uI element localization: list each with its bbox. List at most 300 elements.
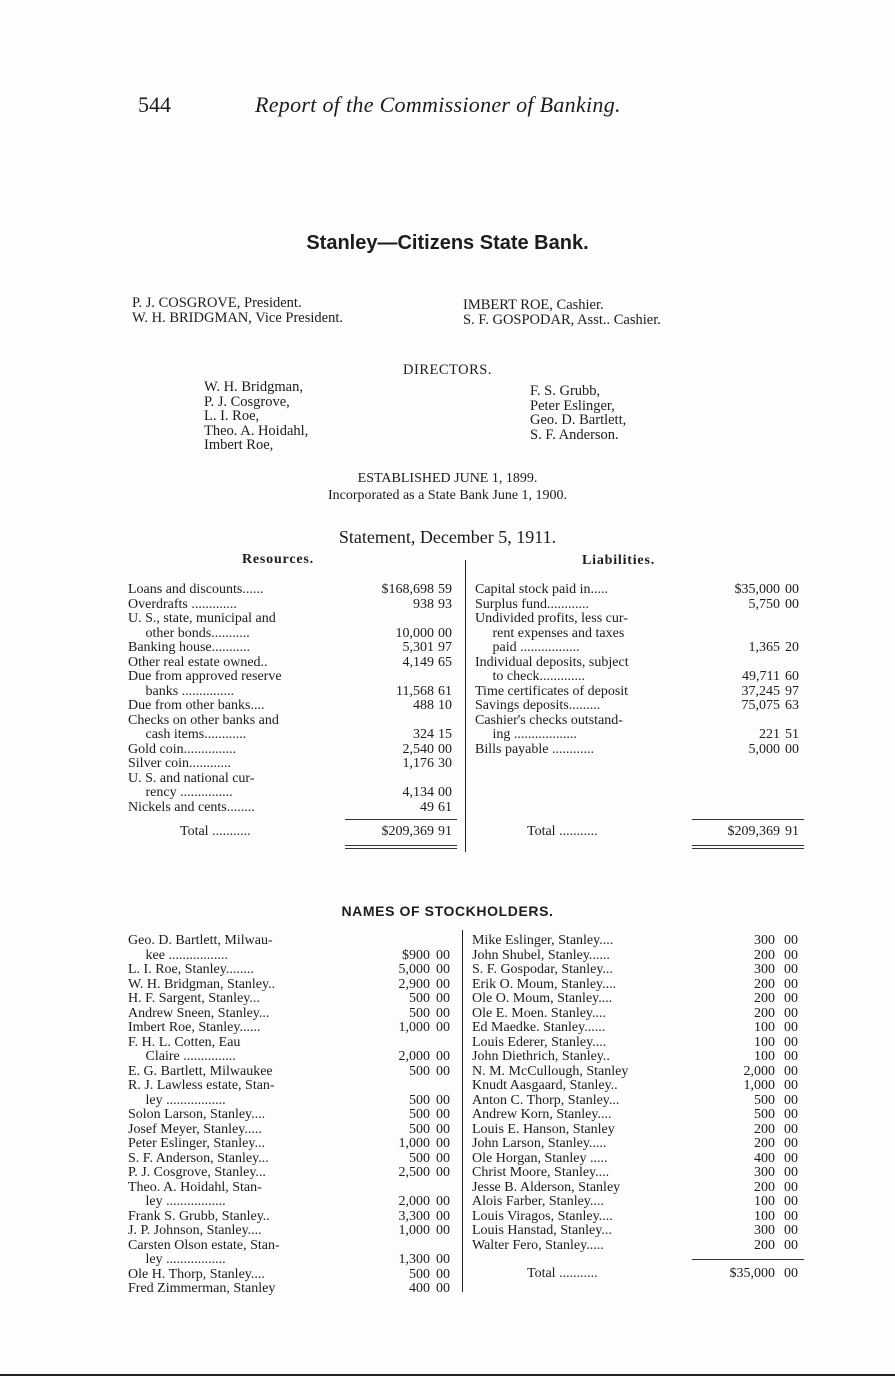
liability-row-cents: 20 — [785, 640, 799, 655]
liabilities-total-row-dollars: $209,369 — [727, 824, 780, 839]
stockholder-row-label: Geo. D. Bartlett, Milwau- — [128, 933, 273, 948]
officer-cashier: IMBERT ROE, Cashier. — [463, 297, 604, 313]
liability-row-cents: 00 — [785, 582, 799, 597]
stockholder-row-cents: 00 — [436, 1121, 450, 1137]
resource-row-dollars: 938 — [413, 596, 434, 612]
stockholder-row-dollars: 500 — [409, 1150, 430, 1166]
stockholder-row-dollars: 100 — [754, 1049, 775, 1064]
running-title: Report of the Commissioner of Banking. — [255, 92, 621, 117]
stockholder-row-label: ley ................. — [128, 1252, 226, 1267]
stockholder-row-dollars: 3,300 — [398, 1208, 430, 1224]
stockholder-row-label: ley ................. — [128, 1194, 226, 1209]
stockholder-row-cents: 00 — [784, 1208, 798, 1224]
resource-row-label: Overdrafts ............. — [128, 596, 237, 612]
liability-row-cents: 00 — [785, 596, 799, 612]
liability-row-dollars: $35,000 — [734, 582, 780, 597]
liability-row-dollars: 5,000 — [748, 741, 780, 757]
stockholder-row-cents: 00 — [436, 1252, 450, 1267]
stockholder-row-cents: 00 — [784, 1063, 798, 1079]
liability-row — [475, 627, 810, 642]
liability-row-dollars: 37,245 — [741, 683, 780, 699]
liability-row-label: to check............. — [475, 669, 586, 684]
directors-heading: DIRECTORS. — [403, 362, 492, 378]
liability-row — [475, 598, 810, 613]
stockholders-left-list — [128, 934, 458, 1297]
resource-row-label: Banking house........... — [128, 640, 251, 655]
officer-asst-cashier: S. F. GOSPODAR, Asst.. Cashier. — [463, 312, 661, 328]
resource-row — [128, 699, 460, 714]
liabilities-total-double-rule — [692, 848, 804, 849]
liability-row-label: Cashier's checks outstand- — [475, 712, 623, 728]
stockholder-row — [472, 1210, 807, 1225]
liability-row-label: Surplus fund............ — [475, 596, 589, 612]
officers-left — [132, 296, 343, 326]
stockholder-row-cents: 00 — [436, 1194, 450, 1209]
resource-row-cents: 30 — [438, 756, 452, 771]
stockholder-row-label: Carsten Olson estate, Stan- — [128, 1237, 280, 1253]
resource-row — [128, 583, 460, 598]
stockholder-row-cents: 00 — [784, 1179, 798, 1195]
stockholders-total-row-label: Total ........... — [527, 1266, 598, 1281]
liability-row-label: Undivided profits, less cur- — [475, 611, 628, 626]
stockholder-row-cents: 00 — [784, 1150, 798, 1166]
resources-total — [128, 825, 460, 840]
stockholder-row — [472, 1079, 807, 1094]
stockholder-row-dollars: 200 — [754, 1121, 775, 1137]
resource-row-dollars: 4,149 — [402, 654, 434, 670]
stockholder-row-dollars: 2,900 — [398, 976, 430, 992]
stockholder-row-label: Andrew Korn, Stanley.... — [472, 1107, 612, 1122]
stockholder-row — [472, 978, 807, 993]
stockholder-row — [128, 992, 458, 1007]
stockholder-row-cents: 00 — [436, 1005, 450, 1021]
stockholder-row-label: Ole Horgan, Stanley ..... — [472, 1150, 608, 1166]
statement-heading: Statement, December 5, 1911. — [338, 527, 557, 547]
stockholder-row-label: F. H. L. Cotten, Eau — [128, 1034, 241, 1050]
stockholder-row-dollars: 100 — [754, 1034, 775, 1050]
liability-row — [475, 728, 810, 743]
directors-right — [530, 384, 626, 442]
stockholders-total — [472, 1267, 807, 1282]
liability-row-cents: 63 — [785, 698, 799, 713]
resource-row — [128, 772, 460, 787]
resource-row-label: Nickels and cents........ — [128, 799, 255, 815]
stockholder-row — [128, 978, 458, 993]
stockholder-row-dollars: 2,500 — [398, 1165, 430, 1180]
stockholder-row-cents: 00 — [436, 947, 450, 963]
stockholder-row-cents: 00 — [436, 991, 450, 1006]
stockholder-row-cents: 00 — [784, 1034, 798, 1050]
director: F. S. Grubb, — [530, 383, 601, 399]
liabilities-total-row — [475, 825, 810, 840]
liability-row-cents: 00 — [785, 741, 799, 757]
resource-row-label: Loans and discounts...... — [128, 582, 264, 597]
stockholder-row-dollars: 300 — [754, 962, 775, 977]
stockholder-row-label: Louis E. Hanson, Stanley — [472, 1121, 615, 1137]
stockholder-row-dollars: 200 — [754, 1179, 775, 1195]
resource-row — [128, 656, 460, 671]
stockholder-row-label: Theo. A. Hoidahl, Stan- — [128, 1179, 262, 1195]
resource-row-cents: 93 — [438, 596, 452, 612]
stockholder-row-cents: 00 — [436, 1049, 450, 1064]
liability-row-dollars: 75,075 — [741, 698, 780, 713]
stockholder-row-label: John Larson, Stanley..... — [472, 1136, 607, 1151]
directors-left — [204, 380, 308, 453]
stockholder-row-label: Josef Meyer, Stanley..... — [128, 1121, 262, 1137]
stockholder-row-label: H. F. Sargent, Stanley... — [128, 991, 260, 1006]
stockholder-row-dollars: 300 — [754, 1165, 775, 1180]
liabilities-total-row-label: Total ........... — [527, 824, 598, 839]
resource-row-dollars: 11,568 — [396, 683, 434, 699]
resources-total-row-label: Total ........... — [180, 824, 251, 839]
stockholder-row-dollars: 2,000 — [398, 1194, 430, 1209]
stockholder-row-label: ley ................. — [128, 1092, 226, 1108]
stockholder-row-dollars: 200 — [754, 1005, 775, 1021]
stockholder-row-dollars: 500 — [409, 1121, 430, 1137]
stockholder-row — [472, 1065, 807, 1080]
stockholder-row-dollars: $900 — [402, 947, 430, 963]
stockholder-row-cents: 00 — [436, 976, 450, 992]
page-number: 544 — [138, 92, 171, 117]
resource-row-label: rency ............... — [128, 785, 233, 800]
stockholder-row-dollars: 500 — [754, 1107, 775, 1122]
stockholder-row-label: E. G. Bartlett, Milwaukee — [128, 1063, 273, 1079]
resource-row-label: Due from approved reserve — [128, 669, 282, 684]
stockholder-row — [472, 1094, 807, 1109]
stockholder-row-dollars: 500 — [754, 1092, 775, 1108]
stockholders-heading: NAMES OF STOCKHOLDERS. — [341, 903, 554, 919]
stockholder-row — [472, 1195, 807, 1210]
resource-row — [128, 670, 460, 685]
liability-row — [475, 656, 810, 671]
resource-row — [128, 627, 460, 642]
liability-row — [475, 641, 810, 656]
stockholder-row-label: Louis Hanstad, Stanley... — [472, 1223, 612, 1238]
officers-right — [463, 298, 661, 328]
stockholder-row-cents: 00 — [436, 1281, 450, 1296]
stockholder-row-dollars: 1,000 — [398, 1136, 430, 1151]
stockholders-right-list — [472, 934, 807, 1253]
stockholder-row-dollars: 1,000 — [398, 1020, 430, 1035]
bank-title: Stanley—Citizens State Bank. — [306, 232, 589, 254]
stockholder-row — [472, 992, 807, 1007]
stockholder-row-label: Frank S. Grubb, Stanley.. — [128, 1208, 270, 1224]
resource-row-label: U. S., state, municipal and — [128, 611, 276, 626]
resource-row — [128, 786, 460, 801]
stockholder-row — [128, 1282, 458, 1297]
liability-row-label: paid ................. — [475, 640, 580, 655]
stockholder-row-label: John Diethrich, Stanley.. — [472, 1049, 610, 1064]
stockholder-row-dollars: 500 — [409, 1005, 430, 1021]
liability-row — [475, 612, 810, 627]
stockholder-row — [128, 1123, 458, 1138]
stockholder-row-dollars: 500 — [409, 991, 430, 1006]
resource-row-label: Gold coin............... — [128, 741, 237, 757]
stockholder-row-label: Alois Farber, Stanley.... — [472, 1194, 604, 1209]
stockholder-row-label: Ole O. Moum, Stanley.... — [472, 991, 613, 1006]
stockholders-total-row-cents: 00 — [784, 1266, 798, 1281]
statement-column-divider — [465, 560, 466, 852]
resource-row-dollars: 5,301 — [402, 640, 434, 655]
liability-row-cents: 60 — [785, 669, 799, 684]
resource-row-dollars: 488 — [413, 698, 434, 713]
liabilities-total-double-rule — [692, 845, 804, 846]
stockholder-row-cents: 00 — [784, 1020, 798, 1035]
stockholder-row-label: Louis Viragos, Stanley.... — [472, 1208, 613, 1224]
resource-row-cents: 97 — [438, 640, 452, 655]
stockholder-row-label: Peter Eslinger, Stanley... — [128, 1136, 265, 1151]
stockholder-row-label: Knudt Aasgaard, Stanley.. — [472, 1078, 618, 1093]
stockholder-row — [472, 934, 807, 949]
liability-row-cents: 97 — [785, 683, 799, 699]
stockholder-row-cents: 00 — [784, 1165, 798, 1180]
stockholder-row-label: Claire ............... — [128, 1049, 236, 1064]
liability-row-label: Savings deposits......... — [475, 698, 601, 713]
resource-row-label: U. S. and national cur- — [128, 770, 255, 786]
stockholder-row-label: Erik O. Moum, Stanley.... — [472, 976, 617, 992]
resource-row-cents: 00 — [438, 741, 452, 757]
stockholder-row-cents: 00 — [784, 1107, 798, 1122]
resource-row-label: cash items............ — [128, 727, 247, 742]
stockholder-row-label: Ole E. Moen. Stanley.... — [472, 1005, 607, 1021]
resource-row-cents: 00 — [438, 785, 452, 800]
stockholder-row-dollars: 500 — [409, 1266, 430, 1282]
director: Imbert Roe, — [204, 437, 274, 453]
resource-row — [128, 685, 460, 700]
stockholder-row-cents: 00 — [436, 1020, 450, 1035]
stockholder-row-dollars: 200 — [754, 1136, 775, 1151]
liabilities-total-row-cents: 91 — [785, 824, 799, 839]
resource-row — [128, 598, 460, 613]
stockholder-row-cents: 00 — [784, 933, 798, 948]
stockholder-row-dollars: 200 — [754, 1237, 775, 1253]
resource-row-cents: 59 — [438, 582, 452, 597]
resource-row — [128, 641, 460, 656]
stockholder-row — [472, 1137, 807, 1152]
stockholder-row — [128, 1137, 458, 1152]
stockholder-row-label: R. J. Lawless estate, Stan- — [128, 1078, 275, 1093]
liability-row-label: rent expenses and taxes — [475, 625, 625, 641]
stockholder-row — [128, 1007, 458, 1022]
resource-row-cents: 65 — [438, 654, 452, 670]
stockholder-row-dollars: 300 — [754, 933, 775, 948]
director: L. I. Roe, — [204, 408, 260, 424]
resource-row-dollars: 49 — [420, 799, 434, 815]
resources-total-row — [128, 825, 460, 840]
stockholder-row — [128, 1224, 458, 1239]
liability-row — [475, 714, 810, 729]
stockholder-row — [128, 963, 458, 978]
stockholder-row-cents: 00 — [784, 1237, 798, 1253]
stockholder-row-label: kee ................. — [128, 947, 228, 963]
resource-row-dollars: 2,540 — [402, 741, 434, 757]
liability-row-label: Capital stock paid in..... — [475, 582, 608, 597]
stockholder-row — [128, 1253, 458, 1268]
stockholder-row — [472, 1123, 807, 1138]
stockholder-row-label: John Shubel, Stanley...... — [472, 947, 610, 963]
resource-row — [128, 743, 460, 758]
stockholder-row-cents: 00 — [784, 1049, 798, 1064]
resource-row-cents: 61 — [438, 683, 452, 699]
stockholder-row — [472, 949, 807, 964]
stockholder-row-label: Walter Fero, Stanley..... — [472, 1237, 604, 1253]
liability-row-dollars: 221 — [759, 727, 780, 742]
liability-row-label: Individual deposits, subject — [475, 654, 629, 670]
stockholder-row-cents: 00 — [436, 1092, 450, 1108]
stockholder-row — [128, 1050, 458, 1065]
resource-row-label: Checks on other banks and — [128, 712, 279, 728]
director: Peter Eslinger, — [530, 397, 615, 414]
stockholder-row — [472, 1050, 807, 1065]
resource-row-cents: 61 — [438, 799, 452, 815]
stockholder-row — [472, 1021, 807, 1036]
director: S. F. Anderson. — [530, 426, 619, 443]
stockholder-row — [128, 1021, 458, 1036]
stockholder-row — [472, 1239, 807, 1254]
stockholder-row-label: Louis Ederer, Stanley.... — [472, 1034, 607, 1050]
stockholders-total-row-dollars: $35,000 — [729, 1266, 775, 1281]
resource-row — [128, 801, 460, 816]
stockholder-row-cents: 00 — [436, 1208, 450, 1224]
stockholder-row — [128, 1094, 458, 1109]
stockholder-row-cents: 00 — [436, 1266, 450, 1282]
stockholder-row-cents: 00 — [436, 962, 450, 977]
stockholder-row-dollars: 400 — [409, 1281, 430, 1296]
stockholder-row-cents: 00 — [784, 1092, 798, 1108]
stockholder-row-label: N. M. McCullough, Stanley — [472, 1063, 629, 1079]
page-bottom-rule — [0, 1374, 895, 1376]
liability-row-dollars: 1,365 — [748, 640, 780, 655]
liability-row-label: Bills payable ............ — [475, 741, 594, 757]
stockholder-row — [472, 1181, 807, 1196]
liability-row-label: ing .................. — [475, 727, 577, 742]
stockholder-row-cents: 00 — [784, 1121, 798, 1137]
director: W. H. Bridgman, — [204, 379, 303, 395]
resources-total-double-rule — [345, 845, 457, 846]
resource-row-dollars: 1,176 — [402, 756, 434, 771]
stockholder-row-label: Ed Maedke. Stanley...... — [472, 1020, 606, 1035]
stockholder-row-dollars: 200 — [754, 947, 775, 963]
stockholder-row-label: P. J. Cosgrove, Stanley... — [128, 1165, 266, 1180]
stockholder-row-label: Solon Larson, Stanley.... — [128, 1107, 266, 1122]
stockholder-row-dollars: 500 — [409, 1063, 430, 1079]
stockholder-row-dollars: 100 — [754, 1020, 775, 1035]
stockholders-column-divider — [462, 930, 463, 1292]
stockholder-row — [128, 1079, 458, 1094]
liability-row-dollars: 49,711 — [742, 669, 780, 684]
stockholder-row-label: Anton C. Thorp, Stanley... — [472, 1092, 620, 1108]
incorporated-date: Incorporated as a State Bank June 1, 1900. — [327, 488, 568, 503]
stockholder-row — [128, 949, 458, 964]
stockholder-row — [472, 1224, 807, 1239]
stockholder-row-label: Imbert Roe, Stanley...... — [128, 1020, 261, 1035]
stockholder-row-label: S. F. Gospodar, Stanley... — [472, 962, 613, 977]
stockholder-row — [128, 1166, 458, 1181]
stockholder-row-label: Jesse B. Alderson, Stanley — [472, 1179, 621, 1195]
director: Geo. D. Bartlett, — [530, 412, 627, 428]
stockholder-row-cents: 00 — [784, 991, 798, 1006]
established-date: ESTABLISHED JUNE 1, 1899. — [357, 471, 538, 486]
resource-row — [128, 728, 460, 743]
resources-table — [128, 583, 460, 815]
stockholder-row-cents: 00 — [784, 976, 798, 992]
stockholder-row-cents: 00 — [784, 1078, 798, 1093]
stockholder-row-label: Fred Zimmerman, Stanley — [128, 1281, 276, 1296]
stockholder-row-cents: 00 — [436, 1107, 450, 1122]
stockholder-row-label: S. F. Anderson, Stanley... — [128, 1150, 269, 1166]
liability-row-dollars: 5,750 — [748, 596, 780, 612]
stockholder-row-dollars: 500 — [409, 1107, 430, 1122]
stockholder-row — [128, 1268, 458, 1283]
resources-total-row-dollars: $209,369 — [381, 824, 434, 839]
stockholder-row-cents: 00 — [784, 1194, 798, 1209]
liability-row — [475, 583, 810, 598]
stockholder-row-cents: 00 — [436, 1150, 450, 1166]
stockholder-row-dollars: 200 — [754, 976, 775, 992]
liabilities-total-rule — [692, 819, 804, 820]
resource-row — [128, 757, 460, 772]
resource-row-label: banks ............... — [128, 683, 235, 699]
resource-row-dollars: 4,134 — [402, 785, 434, 800]
stockholder-row — [128, 1065, 458, 1080]
resource-row-dollars: 10,000 — [395, 625, 434, 641]
stockholder-row-dollars: 500 — [409, 1092, 430, 1108]
resource-row-cents: 10 — [438, 698, 452, 713]
liability-row-cents: 51 — [785, 727, 799, 742]
stockholders-total-row — [472, 1267, 807, 1282]
stockholder-row — [128, 1210, 458, 1225]
liability-row — [475, 699, 810, 714]
stockholder-row-dollars: 100 — [754, 1194, 775, 1209]
stockholder-row — [128, 1108, 458, 1123]
stockholder-row — [472, 1166, 807, 1181]
liability-row — [475, 670, 810, 685]
stockholder-row-cents: 00 — [784, 1136, 798, 1151]
stockholder-row — [128, 1036, 458, 1051]
stockholder-row-label: W. H. Bridgman, Stanley.. — [128, 976, 276, 992]
resource-row-label: Other real estate owned.. — [128, 654, 268, 670]
officer-president: P. J. COSGROVE, President. — [132, 295, 302, 311]
stockholder-row-label: Mike Eslinger, Stanley.... — [472, 933, 614, 948]
stockholder-row-dollars: 1,000 — [398, 1223, 430, 1238]
stockholder-row-cents: 00 — [784, 962, 798, 977]
resource-row-dollars: $168,698 — [381, 582, 434, 597]
stockholder-row-label: Ole H. Thorp, Stanley.... — [128, 1266, 265, 1282]
liabilities-table — [475, 583, 810, 757]
stockholder-row-dollars: 2,000 — [743, 1063, 775, 1079]
officer-vice-president: W. H. BRIDGMAN, Vice President. — [132, 310, 343, 326]
resources-heading: Resources. — [242, 552, 314, 567]
stockholder-row — [472, 1152, 807, 1167]
resources-total-rule — [345, 819, 457, 820]
director: Theo. A. Hoidahl, — [204, 422, 309, 439]
stockholder-row-label: Andrew Sneen, Stanley... — [128, 1005, 270, 1021]
director: P. J. Cosgrove, — [204, 393, 290, 410]
stockholder-row-label: L. I. Roe, Stanley........ — [128, 962, 254, 977]
stockholder-row-cents: 00 — [784, 1223, 798, 1238]
stockholder-row-dollars: 5,000 — [398, 962, 430, 977]
stockholder-row-cents: 00 — [436, 1136, 450, 1151]
resource-row-cents: 00 — [438, 625, 452, 641]
stockholder-row-label: J. P. Johnson, Stanley.... — [128, 1223, 262, 1238]
liabilities-total — [475, 825, 810, 840]
resources-total-double-rule — [345, 848, 457, 849]
resources-total-row-cents: 91 — [438, 824, 452, 839]
stockholder-row-cents: 00 — [784, 947, 798, 963]
stockholder-row — [472, 1108, 807, 1123]
stockholder-row-dollars: 2,000 — [398, 1049, 430, 1064]
liability-row — [475, 743, 810, 758]
